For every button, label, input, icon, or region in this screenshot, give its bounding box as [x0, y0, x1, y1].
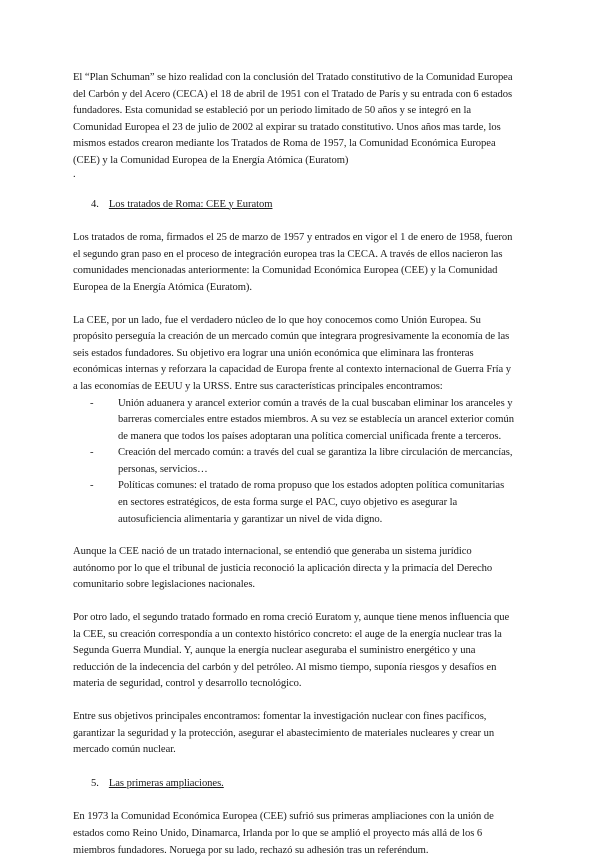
- section-heading-tratados-roma: [91, 197, 514, 214]
- paragraph-ampliaciones: En 1973 la Comunidad Económica Europea (CEE) sufrió sus primeras ampliaciones con la unión de estados como Reino Unido, Dinamarca, Irlanda por lo que se amplió el proyecto más allá de los 6 miembros fundadores. Noruega por su lado, rechazó su adhesión tras un referéndum.: [73, 811, 494, 856]
- list-item: [90, 478, 514, 528]
- section-title: Los tratados de Roma: CEE y Euratom: [108, 198, 273, 210]
- section-heading-ampliaciones: [91, 776, 514, 793]
- section-number: 5.: [91, 777, 99, 789]
- section-title: Las primeras ampliaciones.: [108, 777, 224, 789]
- bullet-marker: -: [90, 447, 94, 459]
- paragraph-euratom: Por otro lado, el segundo tratado formado en roma creció Euratom y, aunque tiene menos influencia que la CEE, su creación correspondía a un contexto histórico concreto: el auge de la energía nuclear tras la Segunda Guerra Mundial. Y, aunque la energía nuclear aseguraba el suministro energético y una reducción de la indecencia del carbón y del petróleo. Al mismo tiempo, suponía riesgos y desafíos en materia de seguridad, control y desarrollo tecnológico.: [73, 612, 510, 690]
- paragraph-cee: La CEE, por un lado, fue el verdadero núcleo de lo que hoy conocemos como Unión Europea. Su propósito perseguía la creación de un mercado común que integrara progresivamente la economía de las seis estados fundadores. Su objetivo era lograr una unión económica que eliminara las fronteras económicas internas y reforzara la capacidad de Europa frente al contexto internacional de Guerra Fría y a las economías de EEUU y la URSS. Entre sus características principales encontramos:: [73, 314, 512, 392]
- list-item-text: Políticas comunes: el tratado de roma propuso que los estados adopten política comunitarias en sectores estratégicos, de esta forma surge el PAC, cuyo objetivo es asegurar la autosuficiencia alimentaria y garantizar un nivel de vida digno.: [118, 480, 505, 525]
- characteristics-list: [73, 396, 514, 529]
- bullet-marker: -: [90, 397, 94, 409]
- stray-period: .: [73, 168, 76, 180]
- list-item: [90, 396, 514, 446]
- section-number: 4.: [91, 198, 99, 210]
- list-item-text: Unión aduanera y arancel exterior común a través de la cual buscaban eliminar los aranceles y barreras comerciales entre estados miembros. A su vez se establecía un arancel exterior común de manera que todos los países adoptaran una política comercial unificada frente a terceros.: [118, 397, 514, 442]
- bullet-marker: -: [90, 480, 94, 492]
- list-item: [90, 445, 514, 478]
- paragraph-objetivos: Entre sus objetivos principales encontramos: fomentar la investigación nuclear con fines pacíficos, garantizar la seguridad y la protección, asegurar el abastecimiento de materiales nucleares y crear un mercado común nuclear.: [73, 711, 495, 756]
- paragraph-sistema-juridico: Aunque la CEE nació de un tratado internacional, se entendió que generaba un sistema jurídico autónomo por lo que el tribunal de justicia reconoció la aplicación directa y la primacía del Derecho comunitario sobre legislaciones nacionales.: [73, 546, 493, 591]
- list-item-text: Creación del mercado común: a través del cual se garantiza la libre circulación de mercancías, personas, servicios…: [118, 447, 513, 475]
- paragraph-plan-schuman: El “Plan Schuman” se hizo realidad con la conclusión del Tratado constitutivo de la Comunidad Europea del Carbón y del Acero (CECA) el 18 de abril de 1951 con el Tratado de París y su entrada con 6 estados fundadores. Esta comunidad se estableció por un periodo limitado de 50 años y se integró en la Comunidad Europea el 23 de julio de 2002 al expirar su tratado constitutivo. Unos años mas tarde, los mismos estados crearon mediante los Tratados de Roma de 1957, la Comunidad Económica Europea (CEE) y la Comunidad Europea de la Energía Atómica (Euratom): [73, 72, 513, 166]
- paragraph-tratados-roma: Los tratados de roma, firmados el 25 de marzo de 1957 y entrados en vigor el 1 de enero de 1958, fueron el segundo gran paso en el proceso de integración europea tras la CECA. A través de ellos nacieron las comunidades mencionadas anteriormente: la Comunidad Económica Europea (CEE) y la Comunidad Europea de la Energía Atómica (Euratom).: [73, 232, 513, 293]
